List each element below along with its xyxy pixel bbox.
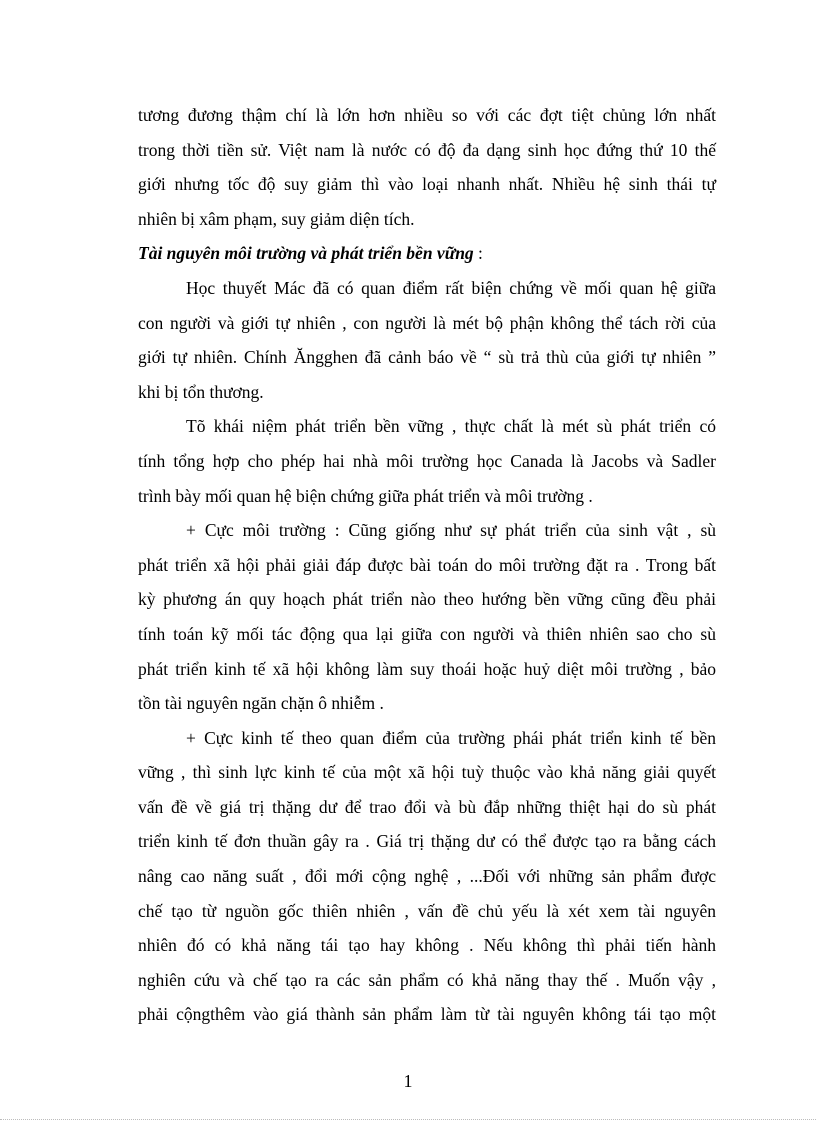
text-line: chế tạo từ nguồn gốc thiên nhiên , vấn đề chủ yếu là xét xem tài nguyên [138, 900, 716, 921]
text-line: vững , thì sinh lực kinh tế của một xã hội tuỳ thuộc vào khả năng giải quyết [138, 762, 716, 783]
text-line: giới nhưng tốc độ suy giảm thì vào loại nhanh nhất. Nhiều hệ sinh thái tự [138, 174, 716, 195]
text-line: trình bày mối quan hệ biện chứng giữa phát triển và môi trường . [138, 485, 593, 506]
text-line: nghiên cứu và chế tạo ra các sản phẩm có khả năng thay thế . Muốn vậy , [138, 969, 716, 990]
text-line: + Cực môi trường : Cũng giống như sự phát triển của sinh vật , sù [186, 520, 716, 541]
text-line: tồn tài nguyên ngăn chặn ô nhiễm . [138, 693, 384, 714]
text-line: Tõ khái niệm phát triển bền vững , thực chất là mét sù phát triển có [186, 416, 716, 437]
text-line: tính toán kỹ mối tác động qua lại giữa con người và thiên nhiên sao cho sù [138, 623, 716, 644]
text-line: Học thuyết Mác đã có quan điểm rất biện chứng về mối quan hệ giữa [186, 277, 716, 298]
text-line: nhiên đó có khả năng tái tạo hay không . Nếu không thì phải tiến hành [138, 935, 716, 956]
text-line: giới tự nhiên. Chính Ăngghen đã cảnh báo về “ sù trả thù của giới tự nhiên ” [138, 347, 716, 368]
section-heading-suffix: : [473, 243, 483, 264]
text-line: phát triển xã hội phải giải đáp được bài toán do môi trường đặt ra . Trong bất [138, 554, 716, 575]
text-line: tương đương thậm chí là lớn hơn nhiều so với các đợt tiệt chủng lớn nhất [138, 105, 716, 125]
page-number: 1 [403, 1071, 413, 1091]
text-line: phát triển kinh tế xã hội không làm suy thoái hoặc huỷ diệt môi trường , bảo [138, 658, 716, 679]
text-line: trong thời tiền sử. Việt nam là nước có độ đa dạng sinh học đứng thứ 10 thế [138, 139, 716, 160]
text-line: triển kinh tế đơn thuần gây ra . Giá trị thặng dư có thể được tạo ra bằng cách [138, 831, 716, 852]
text-line: vấn đề về giá trị thặng dư để trao đổi và bù đắp những thiệt hại do sù phát [138, 796, 716, 817]
text-line: nâng cao năng suất , đổi mới cộng nghệ , ...Đối với những sản phẩm được [138, 866, 716, 887]
text-line: tính tổng hợp cho phép hai nhà môi trường học Canada là Jacobs và Sadler [138, 450, 716, 471]
text-line: + Cực kinh tế theo quan điểm của trường phái phát triển kinh tế bền [186, 727, 716, 748]
section-heading [138, 236, 716, 271]
text-line: phải cộngthêm vào giá thành sản phẩm làm từ tài nguyên không tái tạo một [138, 1004, 716, 1025]
section-heading-text: Tài nguyên môi trường và phát triển bền vững [138, 243, 474, 264]
text-line: nhiên bị xâm phạm, suy giảm diện tích. [138, 208, 415, 229]
text-line: con người và giới tự nhiên , con người là mét bộ phận không thể tách rời của [138, 312, 716, 333]
body-text [138, 98, 716, 1032]
text-line: khi bị tổn thương. [138, 381, 264, 402]
page-bottom-divider [0, 1119, 816, 1120]
text-line: kỳ phương án quy hoạch phát triển nào theo hướng bền vững cũng đều phải [138, 589, 716, 610]
